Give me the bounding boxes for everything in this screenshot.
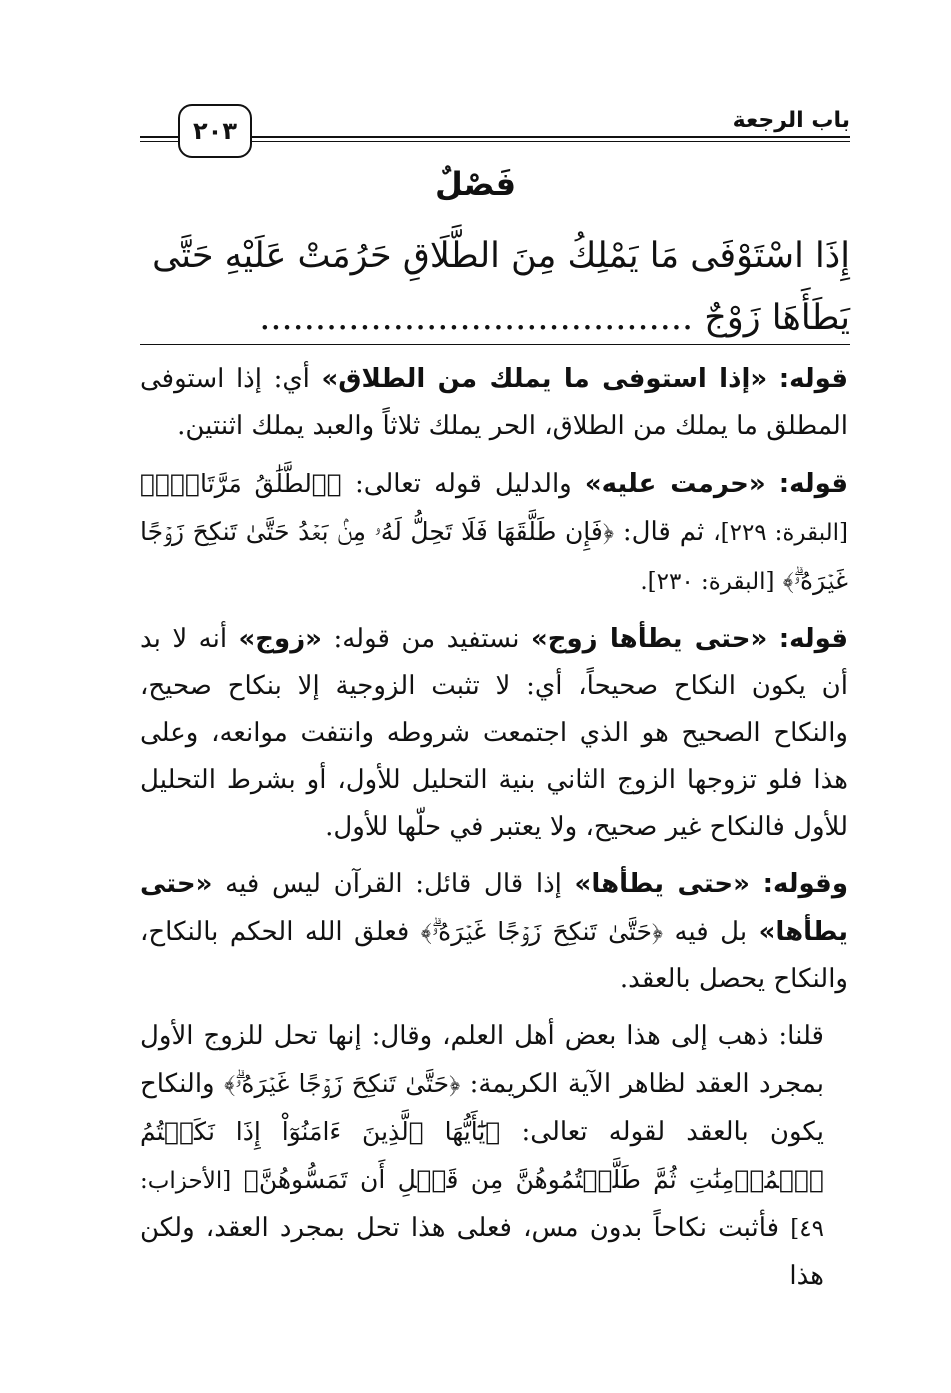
- lead-word: قوله:: [778, 624, 848, 654]
- quoted-matn: «حتى يطأها»: [574, 869, 750, 899]
- quran-verse: ﴿يَٰٓأَيُّهَا ٱلَّذِينَ ءَامَنُوٓاْ إِذَا نَكَحۡتُمُ ٱلۡمُؤۡمِنَٰتِ ثُمَّ طَلَّقۡتُمُوهُنَّ مِن قَبۡلِ أَن تَمَسُّوهُنَّ﴾: [140, 1117, 825, 1194]
- paragraph-text: بل فيه: [674, 917, 748, 947]
- quran-verse: ﴿حَتَّىٰ تَنكِحَ زَوۡجًا غَيۡرَهُۥۗ﴾: [224, 1069, 461, 1098]
- chapter-title: باب الرجعة: [732, 108, 850, 133]
- paragraph-text: والدليل قوله تعالى:: [354, 469, 572, 499]
- lead-word: قوله:: [778, 469, 848, 499]
- commentary-paragraph-2: [140, 460, 848, 606]
- quran-verse: ﴿ٱلطَّلَٰقُ مَرَّتَانِۖ﴾: [140, 469, 342, 498]
- page-header: [140, 102, 850, 162]
- commentary-paragraph-4: [140, 861, 848, 1003]
- verse-reference: [البقرة: ٢٣٠].: [640, 569, 775, 595]
- lead-word: وقوله:: [762, 869, 848, 899]
- paragraph-text: فعلق الله الحكم بالنكاح، والنكاح يحصل بالعقد.: [140, 917, 848, 994]
- quran-verse: ﴿حَتَّىٰ تَنكِحَ زَوۡجًا غَيۡرَهُۥۗ﴾: [420, 917, 664, 946]
- paragraph-text: ثم قال:: [622, 517, 705, 547]
- paragraph-text: أي: إذا استوفى المطلق ما يملك من الطلاق، الحر يملك ثلاثاً والعبد يملك اثنتين.: [140, 364, 848, 441]
- paragraph-text: نستفيد من قوله:: [333, 624, 520, 654]
- page-number: ٢٠٣: [178, 104, 252, 158]
- paragraph-text: والنكاح يكون بالعقد لقوله تعالى:: [140, 1069, 825, 1147]
- quoted-matn: «إذا استوفى ما يملك من الطلاق»: [321, 364, 768, 394]
- verse-reference: [البقرة: ٢٢٩]،: [713, 520, 849, 546]
- paragraph-text: إذا قال قائل: القرآن ليس فيه: [225, 869, 562, 899]
- commentary-paragraph-5: [140, 1013, 848, 1300]
- paragraph-text: أنه لا بد أن يكون النكاح صحيحاً، أي: لا تثبت الزوجية إلا بنكاح صحيح، والنكاح الصحيح هو الذي اجتمعت شروطه وانتفت موانعه، وعلى هذا فلو تزوجها الزوج الثاني بنية التحليل للأول، أو بشرط التحليل للأول فالنكاح غير صحيح، ولا يعتبر في حلّها للأول.: [140, 624, 848, 842]
- verse-reference: [الأحزاب: ٤٩]: [140, 1168, 824, 1242]
- matn-line-2: يَطَأَهَا زَوْجٌ .......................................: [259, 298, 850, 338]
- section-heading: فَصْلٌ: [434, 165, 517, 203]
- paragraph-text: فأثبت نكاحاً بدون مس، فعلى هذا تحل بمجرد العقد، ولكن هذا: [140, 1213, 824, 1291]
- quran-verse: ﴿فَإِن طَلَّقَهَا فَلَا تَحِلُّ لَهُۥ مِنۢ بَعۡدُ حَتَّىٰ تَنكِحَ زَوۡجًا غَيۡرَهُۥۗ﴾: [140, 517, 848, 595]
- quoted-matn: «حتى يطأها زوج»: [530, 624, 768, 654]
- commentary-paragraph-1: [140, 356, 848, 450]
- quoted-matn: «حرمت عليه»: [584, 469, 766, 499]
- matn-line-1: إِذَا اسْتَوْفَى مَا يَمْلِكُ مِنَ الطَّلَاقِ حَرُمَتْ عَلَيْهِ حَتَّى: [152, 236, 850, 276]
- commentary-paragraph-3: [140, 616, 848, 851]
- commentary: [140, 356, 848, 1310]
- matn-divider: [140, 344, 850, 345]
- quoted-word: «زوج»: [238, 624, 322, 654]
- lead-word: قوله:: [778, 364, 848, 394]
- quoted-word: «حتى يطأها»: [140, 869, 849, 947]
- paragraph-text: قلنا: ذهب إلى هذا بعض أهل العلم، وقال: إنها تحل للزوج الأول بمجرد العقد لظاهر الآية الكريمة:: [140, 1021, 825, 1099]
- matn-text: [140, 225, 850, 349]
